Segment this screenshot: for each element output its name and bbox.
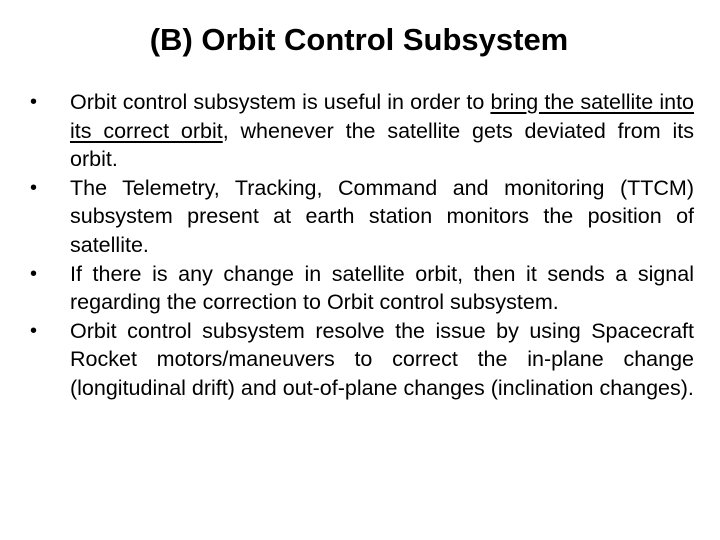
bullet-text-part: Orbit control subsystem is useful in order to: [70, 90, 491, 114]
bullet-glyph: •: [30, 176, 38, 199]
bullet-text-part: Orbit control subsystem resolve the issue by using Spacecraft Rocket motors/maneuvers to correct the in-plane change (longitudinal drift) and out-of-plane changes (inclination changes).: [70, 318, 694, 400]
bullet-item: [30, 317, 694, 403]
bullet-text-part: , whenever the satellite gets deviated from its orbit.: [70, 118, 694, 172]
slide-title-text: (B) Orbit Control Subsystem: [149, 22, 569, 57]
bullet-glyph: •: [30, 91, 38, 113]
bullet-item: [30, 260, 694, 317]
bullet-text-underlined: bring the satellite into its correct orbit: [70, 90, 694, 143]
bullet-list: [30, 88, 694, 403]
slide-title: [0, 18, 720, 62]
bullet-glyph: •: [30, 319, 38, 342]
bullet-item: [30, 174, 694, 260]
bullet-text-part: If there is any change in satellite orbit, then it sends a signal regarding the correction to Orbit control subsystem.: [70, 261, 694, 315]
bullet-glyph: •: [30, 262, 38, 285]
bullet-text-part: The Telemetry, Tracking, Command and monitoring (TTCM) subsystem present at earth station monitors the position of satellite.: [70, 175, 694, 257]
bullet-item: [30, 88, 694, 174]
